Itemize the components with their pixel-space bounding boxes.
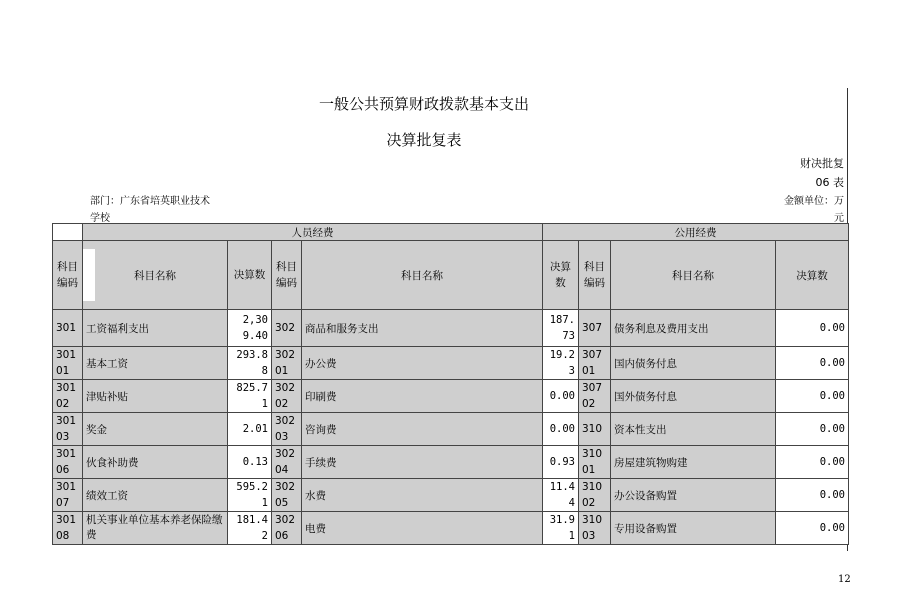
- column-header-row: [53, 241, 849, 310]
- name-cell: 机关事业单位基本养老保险缴费: [83, 512, 228, 545]
- amount-cell: 11.44: [543, 479, 579, 512]
- amount-cell: 19.23: [543, 347, 579, 380]
- code-cell: 301: [53, 310, 83, 347]
- code-cell: 30107: [53, 479, 83, 512]
- amount-cell: 2,309.40: [228, 310, 272, 347]
- amount-cell: 0.00: [776, 310, 849, 347]
- name-cell: 电费: [302, 512, 543, 545]
- code-cell: 30202: [272, 380, 302, 413]
- header-name-1: 科目名称: [83, 241, 228, 310]
- code-cell: 31003: [579, 512, 611, 545]
- code-cell: 30204: [272, 446, 302, 479]
- code-cell: 30205: [272, 479, 302, 512]
- form-number: 06 表: [815, 176, 844, 189]
- header-amount-1: 决算数: [228, 241, 272, 310]
- table-row: [53, 347, 849, 380]
- report-subtitle: 决算批复表: [386, 131, 462, 149]
- name-cell: 绩效工资: [83, 479, 228, 512]
- header-name-2: 科目名称: [302, 241, 543, 310]
- code-cell: 307: [579, 310, 611, 347]
- name-cell: 工资福利支出: [83, 310, 228, 347]
- code-cell: 31001: [579, 446, 611, 479]
- code-cell: 30702: [579, 380, 611, 413]
- report-title: 一般公共预算财政拨款基本支出: [318, 95, 529, 113]
- amount-cell: 2.01: [228, 413, 272, 446]
- name-cell: 水费: [302, 479, 543, 512]
- amount-cell: 293.88: [228, 347, 272, 380]
- name-cell: 伙食补助费: [83, 446, 228, 479]
- name-cell: 债务利息及费用支出: [611, 310, 776, 347]
- amount-unit: 金额单位：万: [784, 196, 844, 207]
- name-cell: 资本性支出: [611, 413, 776, 446]
- table-row: [53, 446, 849, 479]
- amount-cell: 0.00: [776, 380, 849, 413]
- table-row: [53, 380, 849, 413]
- name-cell: 国内债务付息: [611, 347, 776, 380]
- name-cell: 咨询费: [302, 413, 543, 446]
- department-label: 部门：广东省培英职业技术: [90, 196, 210, 207]
- section-header-row: [53, 224, 849, 241]
- amount-cell: 187.73: [543, 310, 579, 347]
- amount-cell: 0.13: [228, 446, 272, 479]
- amount-cell: 31.91: [543, 512, 579, 545]
- header-name-3: 科目名称: [611, 241, 776, 310]
- amount-cell: 181.42: [228, 512, 272, 545]
- expenditure-table: [52, 223, 849, 545]
- name-cell: 手续费: [302, 446, 543, 479]
- amount-cell: 0.00: [776, 446, 849, 479]
- amount-unit-cont: 元: [834, 213, 844, 224]
- name-cell: 印刷费: [302, 380, 543, 413]
- amount-cell: 0.00: [776, 479, 849, 512]
- name-cell: 国外债务付息: [611, 380, 776, 413]
- code-cell: 30108: [53, 512, 83, 545]
- amount-cell: 0.00: [543, 380, 579, 413]
- amount-cell: 0.00: [776, 512, 849, 545]
- code-cell: 30102: [53, 380, 83, 413]
- code-cell: 30201: [272, 347, 302, 380]
- page-number: 12: [838, 574, 851, 585]
- amount-cell: 0.00: [776, 347, 849, 380]
- header-amount-2: 决算数: [543, 241, 579, 310]
- amount-cell: 0.93: [543, 446, 579, 479]
- name-cell: 商品和服务支出: [302, 310, 543, 347]
- amount-cell: 0.00: [776, 413, 849, 446]
- section-personnel: 人员经费: [83, 224, 543, 241]
- code-cell: 30106: [53, 446, 83, 479]
- name-cell: 专用设备购置: [611, 512, 776, 545]
- amount-cell: 595.21: [228, 479, 272, 512]
- amount-cell: 0.00: [543, 413, 579, 446]
- table-row: [53, 512, 849, 545]
- name-cell: 办公设备购置: [611, 479, 776, 512]
- name-cell: 房屋建筑物购建: [611, 446, 776, 479]
- form-code: 财决批复: [800, 157, 844, 170]
- code-cell: 30203: [272, 413, 302, 446]
- name-cell: 津贴补贴: [83, 380, 228, 413]
- code-cell: 30701: [579, 347, 611, 380]
- section-public: 公用经费: [543, 224, 849, 241]
- code-cell: 30101: [53, 347, 83, 380]
- table-row: [53, 413, 849, 446]
- header-code-3: 科目编码: [579, 241, 611, 310]
- code-cell: 30103: [53, 413, 83, 446]
- table-row: [53, 310, 849, 347]
- amount-cell: 825.71: [228, 380, 272, 413]
- header-code-1: 科目编码: [53, 241, 83, 310]
- code-cell: 302: [272, 310, 302, 347]
- name-cell: 办公费: [302, 347, 543, 380]
- name-cell: 基本工资: [83, 347, 228, 380]
- code-cell: 31002: [579, 479, 611, 512]
- header-amount-3: 决算数: [776, 241, 849, 310]
- name-cell: 奖金: [83, 413, 228, 446]
- header-code-2: 科目编码: [272, 241, 302, 310]
- code-cell: 30206: [272, 512, 302, 545]
- table-row: [53, 479, 849, 512]
- department-label-cont: 学校: [90, 213, 110, 224]
- code-cell: 310: [579, 413, 611, 446]
